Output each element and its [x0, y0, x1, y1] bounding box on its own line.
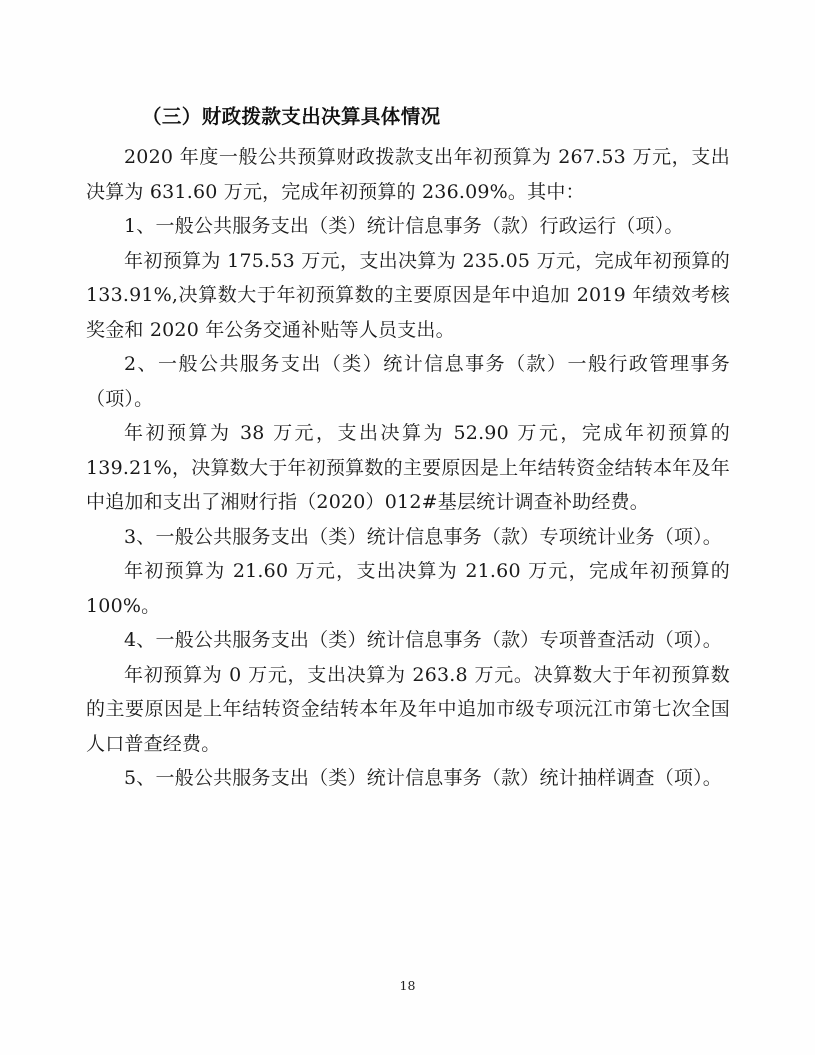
- paragraph: 4、一般公共服务支出（类）统计信息事务（款）专项普查活动（项）。: [124, 629, 722, 651]
- paragraph: 年初预算为 38 万元，支出决算为 52.90 万元，完成年初预算的 139.21%，决算数大于年初预算数的主要原因是上年结转资金结转本年及年中追加和支出了湘财行指（2020）012#基层统计调查补助经费。: [86, 422, 730, 513]
- page-content: [86, 100, 730, 796]
- paragraph: 年初预算为 0 万元，支出决算为 263.8 万元。决算数大于年初预算数的主要原因是上年结转资金结转本年及年中追加市级专项沅江市第七次全国人口普查经费。: [86, 663, 730, 755]
- paragraph: 2、一般公共服务支出（类）统计信息事务（款）一般行政管理事务（项）。: [86, 353, 730, 410]
- paragraph: 1、一般公共服务支出（类）统计信息事务（款）行政运行（项）。: [124, 215, 684, 237]
- paragraph: 3、一般公共服务支出（类）统计信息事务（款）专项统计业务（项）。: [124, 525, 722, 548]
- paragraph: 5、一般公共服务支出（类）统计信息事务（款）统计抽样调查（项）。: [124, 767, 722, 789]
- section-heading: （三）财政拨款支出决算具体情况: [142, 105, 441, 128]
- paragraph: 年初预算为 175.53 万元，支出决算为 235.05 万元，完成年初预算的 133.91%,决算数大于年初预算数的主要原因是年中追加 2019 年绩效考核奖金和 2020 年公务交通补贴等人员支出。: [86, 249, 730, 341]
- paragraph: 2020 年度一般公共预算财政拨款支出年初预算为 267.53 万元，支出决算为 631.60 万元，完成年初预算的 236.09%。其中：: [86, 146, 730, 203]
- page-number: 18: [399, 978, 416, 993]
- paragraph: 年初预算为 21.60 万元，支出决算为 21.60 万元，完成年初预算的 100%。: [86, 560, 730, 617]
